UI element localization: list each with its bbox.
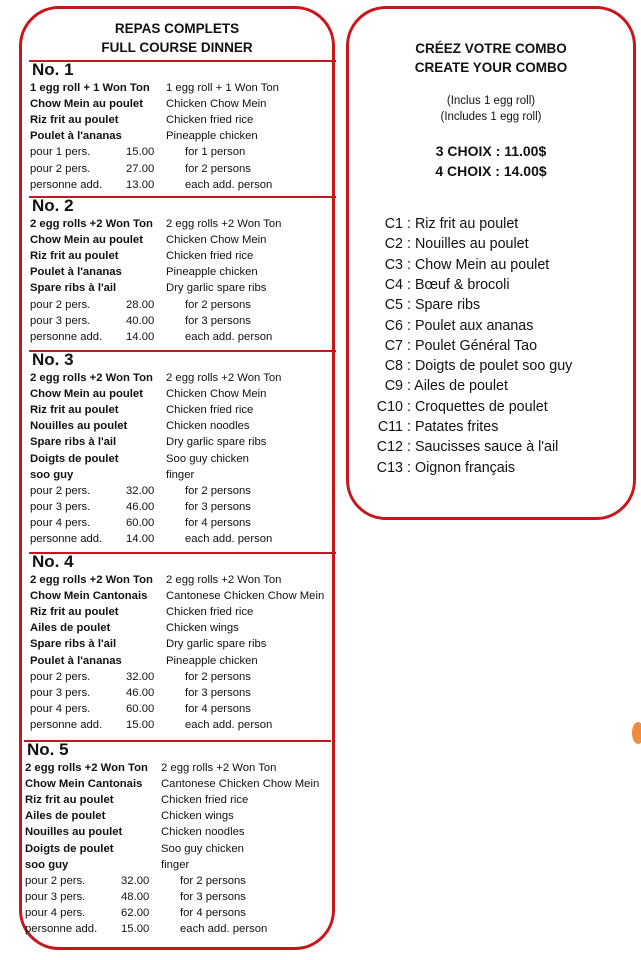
item-name-en: Chicken Chow Mein [166,388,267,401]
item-name-fr: Riz frit au poulet [30,606,119,619]
item-name-en: 2 egg rolls +2 Won Ton [166,574,282,586]
menu-item-row [25,653,336,669]
price-label-fr: personne add. [25,923,98,935]
menu-item-row [25,604,336,620]
price-label-en: for 2 persons [180,874,246,887]
panel-title-fr: REPAS COMPLETS [114,21,240,36]
price-value: 14.00 [126,533,155,545]
menu-item-row [25,112,336,128]
choice-label: : Doigts de poulet soo guy [407,358,573,375]
choice-label: : Nouilles au poulet [407,236,529,253]
section-divider [29,350,336,352]
menu-item-row [25,264,336,280]
item-name-fr: 2 egg rolls +2 Won Ton [25,762,148,774]
menu-item-row [25,370,336,386]
item-name-fr: Nouilles au poulet [30,420,128,433]
price-value: 32.00 [126,670,155,683]
price-row [25,701,336,717]
price-value: 62.00 [121,906,150,919]
item-name-en: 2 egg rolls +2 Won Ton [166,218,282,230]
choice-label: : Croquettes de poulet [407,398,548,415]
price-value: 28.00 [126,298,155,311]
item-name-en: Dry garlic spare ribs [166,436,267,449]
item-name-en: Chicken wings [161,810,234,823]
item-name-en: finger [161,858,190,871]
menu-item-row [25,216,336,232]
combo-price-3: 3 CHOIX : 11.00$ [435,143,547,159]
item-name-fr: 2 egg rolls +2 Won Ton [30,218,153,230]
price-label-fr: personne add. [30,533,103,545]
price-value: 48.00 [121,890,150,903]
choice-label: : Oignon français [407,459,516,476]
combo-note-en: (Includes 1 egg roll) [440,111,542,123]
price-value: 13.00 [126,178,155,191]
menu-item-row [25,588,336,604]
price-value: 46.00 [126,686,155,699]
price-label-fr: pour 2 pers. [30,670,91,683]
item-name-fr: Doigts de poulet [30,452,119,465]
menu-item-row [25,402,336,418]
price-row [25,685,336,701]
price-label-en: for 3 persons [185,314,251,327]
combo-panel [346,6,636,520]
menu-item-row [25,232,336,248]
choice-label: : Chow Mein au poulet [407,256,550,273]
menu-item-row [25,467,336,483]
combo-choice [349,417,639,437]
price-label-fr: pour 2 pers. [30,484,91,497]
price-label-en: for 4 persons [185,702,251,715]
price-label-en: for 1 person [185,146,246,159]
item-name-en: Pineapple chicken [166,654,258,667]
item-name-fr: Riz frit au poulet [25,794,114,807]
choice-code: C3 [384,256,403,273]
item-name-en: Pineapple chicken [166,266,258,279]
price-label-fr: pour 3 pers. [30,500,91,513]
section-divider [24,740,331,742]
menu-item-row [20,760,331,776]
price-value: 40.00 [126,314,155,327]
price-value: 46.00 [126,500,155,513]
price-row [25,313,336,329]
item-name-fr: Chow Mein Cantonais [30,590,148,603]
price-label-fr: personne add. [30,330,103,343]
price-label-fr: pour 4 pers. [30,516,91,529]
menu-item-row [25,620,336,636]
item-name-en: Chicken fried rice [166,606,254,619]
combo-choice [349,376,639,396]
menu-item-row [25,248,336,264]
full-course-dinner-panel [19,6,335,950]
price-row [25,531,336,547]
item-name-en: Cantonese Chicken Chow Mein [161,778,320,791]
choice-code: C7 [384,337,403,354]
item-name-fr: Ailes de poulet [30,622,111,635]
panel-title-en: FULL COURSE DINNER [101,40,253,55]
combo-title-fr: CRÉEZ VOTRE COMBO [415,41,567,56]
item-name-en: Soo guy chicken [161,842,244,855]
menu-item-row [20,808,331,824]
item-name-en: Pineapple chicken [166,130,258,143]
menu-item-row [20,857,331,873]
item-name-fr: Ailes de poulet [25,810,106,823]
menu-item-row [20,824,331,840]
item-name-en: Dry garlic spare ribs [166,282,267,295]
price-label-fr: pour 4 pers. [25,906,86,919]
price-value: 15.00 [126,146,155,159]
item-name-en: Chicken noodles [161,826,245,839]
price-label-fr: personne add. [30,178,103,191]
price-row [25,717,336,733]
section-divider [29,552,336,554]
item-name-fr: Chow Mein au poulet [30,234,143,247]
price-value: 60.00 [126,702,155,715]
combo-title-en: CREATE YOUR COMBO [414,60,568,75]
item-name-en: Cantonese Chicken Chow Mein [166,590,325,603]
price-value: 32.00 [126,484,155,497]
item-name-fr: Poulet à l'ananas [30,266,122,279]
combo-choice [349,214,639,234]
combo-choice [349,316,639,336]
price-label-fr: pour 2 pers. [30,298,91,311]
price-label-fr: pour 2 pers. [30,162,91,175]
price-label-en: for 4 persons [185,516,251,529]
item-name-fr: Chow Mein au poulet [30,98,143,111]
combo-choice [349,397,639,417]
price-label-fr: pour 1 pers. [30,146,91,159]
decorative-orange-mark [632,722,641,744]
section-title: No. 2 [32,196,74,215]
item-name-en: Chicken noodles [166,420,250,433]
item-name-fr: Spare ribs à l'ail [30,282,117,295]
choice-label: : Bœuf & brocoli [407,276,510,293]
price-label-fr: pour 2 pers. [25,874,86,887]
combo-choice [349,255,639,275]
price-label-fr: pour 4 pers. [30,702,91,715]
section-title: No. 4 [32,552,74,571]
price-value: 60.00 [126,516,155,529]
menu-item-row [25,451,336,467]
choice-label: : Ailes de poulet [407,378,508,395]
item-name-fr: Doigts de poulet [25,842,114,855]
combo-choice [349,458,639,478]
item-name-fr: Poulet à l'ananas [30,654,122,667]
menu-item-row [25,80,336,96]
item-name-fr: Spare ribs à l'ail [30,436,117,449]
price-row [20,873,331,889]
item-name-fr: Spare ribs à l'ail [30,638,117,651]
choice-label: : Poulet aux ananas [407,317,534,334]
item-name-en: Dry garlic spare ribs [166,638,267,651]
choice-label: : Patates frites [407,419,499,435]
item-name-fr: soo guy [30,468,74,481]
price-row [25,297,336,313]
item-name-fr: Chow Mein Cantonais [25,778,143,791]
price-label-en: each add. person [185,718,273,731]
choice-code: C11 [377,419,403,435]
menu-item-row [25,636,336,652]
price-row [25,144,336,160]
choice-code: C4 [384,276,403,293]
item-name-fr: Chow Mein au poulet [30,388,143,401]
menu-item-row [25,96,336,112]
price-row [25,499,336,515]
price-label-fr: personne add. [30,718,103,731]
item-name-en: Chicken Chow Mein [166,234,267,247]
item-name-fr: 2 egg rolls +2 Won Ton [30,574,153,586]
item-name-en: 2 egg rolls +2 Won Ton [166,372,282,384]
item-name-en: Chicken wings [166,622,239,635]
choice-code: C9 [384,378,403,395]
menu-item-row [25,434,336,450]
price-label-en: for 2 persons [185,670,251,683]
section-divider [29,60,336,62]
price-row [20,905,331,921]
item-name-en: 2 egg rolls +2 Won Ton [161,762,277,774]
item-name-en: 1 egg roll + 1 Won Ton [166,82,279,94]
choice-label: : Spare ribs [407,297,481,314]
price-label-en: each add. person [185,330,273,343]
price-label-fr: pour 3 pers. [30,686,91,699]
combo-price-4: 4 CHOIX : 14.00$ [435,163,547,179]
choice-code: C5 [384,297,403,314]
choice-code: C6 [384,317,403,334]
combo-choice [349,336,639,356]
item-name-en: Soo guy chicken [166,452,249,465]
item-name-en: Chicken fried rice [166,404,254,417]
menu-item-row [25,418,336,434]
section-title: No. 5 [27,740,69,759]
price-label-en: for 3 persons [180,890,246,903]
menu-item-row [20,841,331,857]
price-label-en: for 2 persons [185,484,251,497]
price-row [25,515,336,531]
item-name-en: Chicken fried rice [166,250,254,263]
item-name-en: Chicken Chow Mein [166,98,267,111]
combo-choice [349,356,639,376]
item-name-fr: Poulet à l'ananas [30,130,122,143]
price-label-en: each add. person [185,533,273,545]
choice-code: C1 [384,216,403,232]
price-label-en: each add. person [180,923,268,935]
choice-code: C12 [376,439,403,456]
combo-note-fr: (Inclus 1 egg roll) [446,95,536,107]
price-row [20,921,331,937]
choice-label: : Poulet Général Tao [407,337,538,354]
menu-item-row [25,128,336,144]
combo-choice [349,437,639,457]
price-label-en: each add. person [185,178,273,191]
section-divider [29,196,336,198]
combo-choice [349,234,639,254]
price-value: 32.00 [121,874,150,887]
menu-item-row [20,776,331,792]
item-name-fr: Nouilles au poulet [25,826,123,839]
price-row [25,177,336,193]
choice-code: C10 [376,398,403,415]
price-label-fr: pour 3 pers. [30,314,91,327]
menu-item-row [20,792,331,808]
combo-choice [349,275,639,295]
item-name-fr: 1 egg roll + 1 Won Ton [30,82,150,94]
menu-item-row [25,280,336,296]
price-value: 27.00 [126,162,155,175]
combo-choice [349,295,639,315]
choice-label: : Saucisses sauce à l'ail [407,439,559,456]
choice-label: : Riz frit au poulet [407,216,519,232]
price-label-en: for 3 persons [185,686,251,699]
section-title: No. 3 [32,350,74,369]
item-name-fr: Riz frit au poulet [30,250,119,263]
price-label-en: for 3 persons [185,500,251,513]
price-label-en: for 2 persons [185,162,251,175]
price-row [25,329,336,345]
item-name-en: Chicken fried rice [166,114,254,127]
price-row [25,669,336,685]
price-value: 15.00 [121,923,150,935]
price-row [20,889,331,905]
choice-code: C13 [376,459,403,476]
item-name-en: Chicken fried rice [161,794,249,807]
choice-code: C8 [384,358,403,375]
section-title: No. 1 [32,60,74,79]
item-name-en: finger [166,468,195,481]
menu-item-row [25,572,336,588]
choice-code: C2 [384,236,403,253]
item-name-fr: Riz frit au poulet [30,114,119,127]
item-name-fr: soo guy [25,858,69,871]
menu-item-row [25,386,336,402]
item-name-fr: Riz frit au poulet [30,404,119,417]
price-label-en: for 2 persons [185,298,251,311]
item-name-fr: 2 egg rolls +2 Won Ton [30,372,153,384]
price-value: 14.00 [126,330,155,343]
price-label-fr: pour 3 pers. [25,890,86,903]
price-row [25,161,336,177]
price-label-en: for 4 persons [180,906,246,919]
price-value: 15.00 [126,718,155,731]
price-row [25,483,336,499]
